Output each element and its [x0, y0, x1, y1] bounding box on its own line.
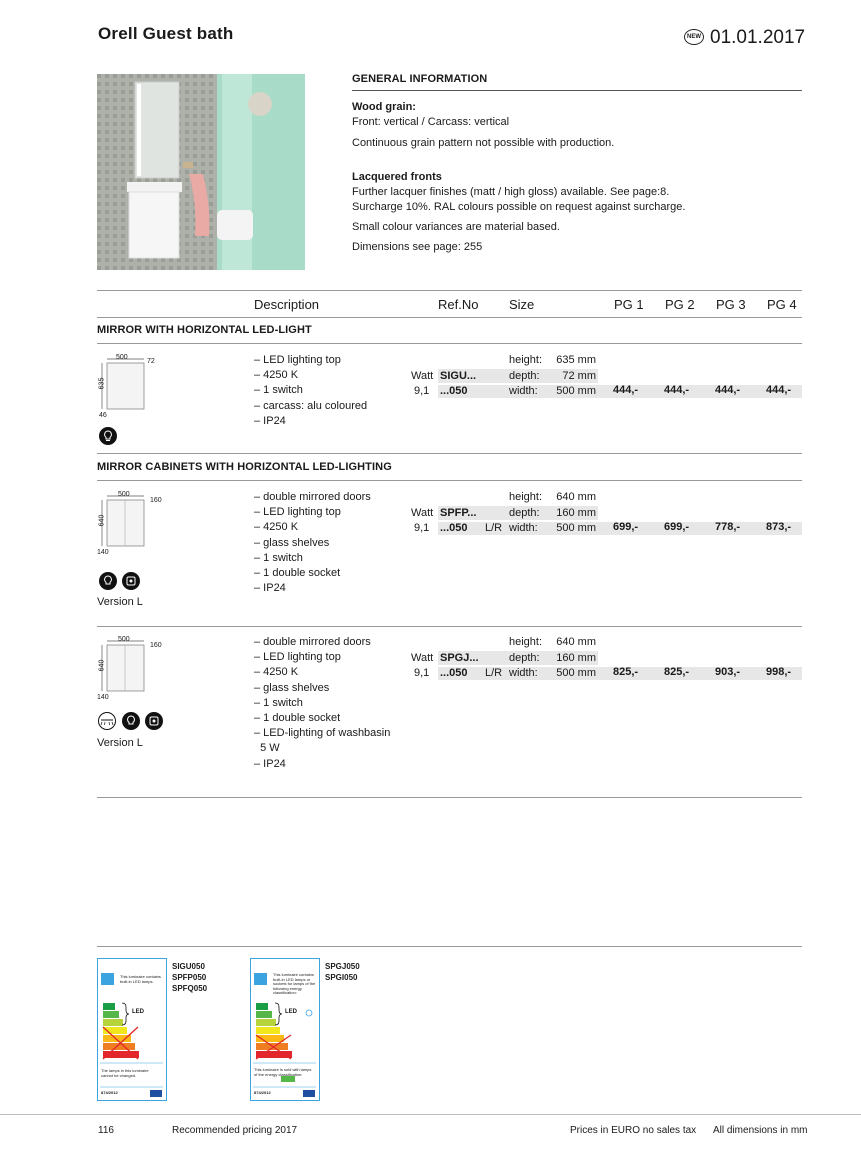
size-label: height: — [509, 354, 543, 366]
price-pg3: 778,- — [715, 521, 741, 533]
price-pg3: 903,- — [715, 666, 741, 678]
new-badge: NEW — [684, 29, 704, 45]
desc-line: – 4250 K — [254, 521, 299, 534]
price-pg1: 825,- — [613, 666, 639, 678]
desc-line: – LED lighting top — [254, 506, 341, 519]
desc-line: – LED-lighting of washbasin — [254, 727, 391, 740]
dim-width: 500 — [118, 636, 130, 643]
watt-label: Watt — [411, 370, 434, 382]
product-code: SIGU050 — [172, 962, 205, 971]
divider — [97, 290, 802, 291]
footer-left: Recommended pricing 2017 — [172, 1125, 298, 1136]
size-value: 500 mm — [556, 522, 596, 534]
footer-right: All dimensions in mm — [713, 1125, 808, 1136]
size-value: 640 mm — [556, 636, 596, 648]
price-pg1: 699,- — [613, 521, 639, 533]
dim-depth: 160 — [150, 497, 162, 504]
divider — [97, 480, 802, 481]
desc-line: – LED lighting top — [254, 354, 341, 366]
washbasin-light-icon — [97, 712, 117, 730]
watt-value: 9,1 — [414, 522, 430, 534]
desc-line: – LED lighting top — [254, 651, 341, 664]
energy-codes — [325, 961, 360, 983]
version-label: Version L — [97, 596, 143, 608]
divider — [97, 626, 802, 627]
ref-suffix: ...050 — [440, 667, 468, 679]
desc-line: – double mirrored doors — [254, 636, 371, 648]
size-value: 500 mm — [556, 667, 596, 679]
size-value: 635 mm — [556, 354, 596, 366]
size-label: depth: — [509, 370, 540, 382]
col-pg3: PG 3 — [716, 297, 746, 312]
lr-label: L/R — [485, 522, 503, 534]
wood-grain-title: Wood grain: — [352, 101, 416, 113]
desc-line: – 1 double socket — [254, 712, 341, 725]
ref-number: SPFP... — [440, 507, 477, 519]
product-description — [254, 635, 390, 772]
size-label: depth: — [509, 652, 540, 664]
size-value: 72 mm — [562, 370, 596, 382]
general-info-heading: GENERAL INFORMATION — [352, 73, 488, 85]
dim-height: 640 — [98, 659, 106, 672]
price-pg4: 444,- — [766, 384, 792, 396]
led-light-icon — [99, 427, 117, 445]
product-code: SPFP050 — [172, 973, 207, 982]
regulation: 874/2012 — [254, 1090, 271, 1095]
desc-line: – glass shelves — [254, 536, 330, 549]
divider — [97, 317, 802, 318]
socket-icon — [122, 572, 140, 590]
footer-divider — [0, 1114, 861, 1115]
desc-line: – 1 switch — [254, 696, 303, 709]
col-pg1: PG 1 — [614, 297, 644, 312]
energy-label — [250, 958, 320, 1101]
product-code: SPGI050 — [325, 973, 358, 982]
label-bottom-text: The lamps in this luminaire cannot be changed. — [101, 1068, 149, 1078]
divider — [352, 90, 802, 91]
watt-label: Watt — [411, 507, 434, 519]
size-value: 160 mm — [556, 507, 596, 519]
desc-line: – 1 switch — [254, 551, 303, 564]
page-title: Orell Guest bath — [98, 24, 234, 43]
section-heading: MIRROR WITH HORIZONTAL LED-LIGHT — [97, 324, 312, 336]
dim-width: 500 — [116, 354, 128, 361]
col-pg2: PG 2 — [665, 297, 695, 312]
lr-label: L/R — [485, 667, 503, 679]
lacquer-line-2: Surcharge 10%. RAL colours possible on request against surcharge. — [352, 201, 686, 213]
price-pg2: 825,- — [664, 666, 690, 678]
section-heading: MIRROR CABINETS WITH HORIZONTAL LED-LIGHTING — [97, 461, 392, 473]
socket-icon — [145, 712, 163, 730]
price-pg2: 444,- — [664, 384, 690, 396]
product-code: SPFQ050 — [172, 984, 208, 993]
size-value: 500 mm — [556, 385, 596, 397]
desc-line: – 1 switch — [254, 384, 303, 397]
divider — [97, 946, 802, 947]
desc-line: – 4250 K — [254, 666, 299, 679]
desc-line: – IP24 — [254, 582, 286, 595]
led-label: LED — [285, 1009, 297, 1015]
size-label: depth: — [509, 507, 540, 519]
lacquer-line-3: Small colour variances are material based. — [352, 221, 560, 233]
page-number: 116 — [98, 1125, 114, 1136]
dim-bottom: 140 — [97, 549, 109, 556]
product-description — [254, 490, 371, 596]
desc-line: – 1 double socket — [254, 567, 341, 580]
watt-value: 9,1 — [414, 667, 430, 679]
col-size: Size — [509, 297, 535, 312]
desc-line: – IP24 — [254, 414, 286, 427]
watt-value: 9,1 — [414, 385, 430, 397]
size-label: width: — [509, 667, 538, 679]
label-bottom-text: This luminaire is sold with lamps of the energy classification: — [254, 1067, 312, 1077]
desc-line: – IP24 — [254, 757, 286, 770]
product-description — [254, 353, 367, 429]
energy-label — [97, 958, 167, 1101]
product-photo — [97, 74, 305, 270]
dim-width: 500 — [118, 491, 130, 498]
dim-bottom: 140 — [97, 694, 109, 701]
energy-codes — [172, 961, 207, 994]
dim-height: 635 — [98, 377, 106, 390]
size-label: width: — [509, 522, 538, 534]
size-label: height: — [509, 636, 543, 648]
col-pg4: PG 4 — [767, 297, 797, 312]
watt-label: Watt — [411, 652, 434, 664]
dim-depth: 72 — [147, 358, 155, 365]
divider — [97, 343, 802, 344]
wood-grain-note: Continuous grain pattern not possible with production. — [352, 137, 615, 149]
label-top-text: This luminaire contains built-in LED lamps. — [120, 974, 161, 984]
ref-suffix: ...050 — [440, 522, 468, 534]
lacquer-title: Lacquered fronts — [352, 171, 442, 183]
col-refno: Ref.No — [438, 297, 479, 312]
desc-line: – 4250 K — [254, 369, 299, 382]
wood-grain-line: Front: vertical / Carcass: vertical — [352, 116, 510, 128]
price-pg2: 699,- — [664, 521, 690, 533]
divider — [97, 453, 802, 454]
lacquer-line-4: Dimensions see page: 255 — [352, 241, 483, 253]
footer-middle: Prices in EURO no sales tax — [570, 1125, 697, 1136]
desc-line: – carcass: alu coloured — [254, 399, 368, 412]
version-label: Version L — [97, 737, 143, 749]
dim-depth: 160 — [150, 642, 162, 649]
lacquer-line-1: Further lacquer finishes (matt / high gloss) available. See page:8. — [352, 186, 670, 198]
divider — [97, 797, 802, 798]
ref-suffix: ...050 — [440, 385, 468, 397]
regulation: 874/2012 — [101, 1090, 118, 1095]
dim-bottom: 46 — [99, 412, 107, 419]
label-top-text: This luminaire contains built-in LED lamps or sockets for lamps of the following energy classification: — [273, 972, 316, 995]
led-label: LED — [132, 1009, 144, 1015]
led-light-icon — [122, 712, 140, 730]
product-code: SPGJ050 — [325, 962, 360, 971]
desc-line: – double mirrored doors — [254, 491, 371, 503]
price-pg3: 444,- — [715, 384, 741, 396]
price-pg4: 998,- — [766, 666, 792, 678]
size-label: width: — [509, 385, 538, 397]
desc-line: 5 W — [254, 742, 280, 755]
ref-number: SIGU... — [440, 370, 477, 382]
date: 01.01.2017 — [710, 27, 806, 48]
dim-height: 640 — [98, 514, 106, 527]
led-light-icon — [99, 572, 117, 590]
size-value: 160 mm — [556, 652, 596, 664]
size-label: height: — [509, 491, 543, 503]
price-pg4: 873,- — [766, 521, 792, 533]
size-value: 640 mm — [556, 491, 596, 503]
col-description: Description — [254, 297, 320, 312]
ref-number: SPGJ... — [440, 652, 479, 664]
price-pg1: 444,- — [613, 384, 639, 396]
desc-line: – glass shelves — [254, 681, 330, 694]
